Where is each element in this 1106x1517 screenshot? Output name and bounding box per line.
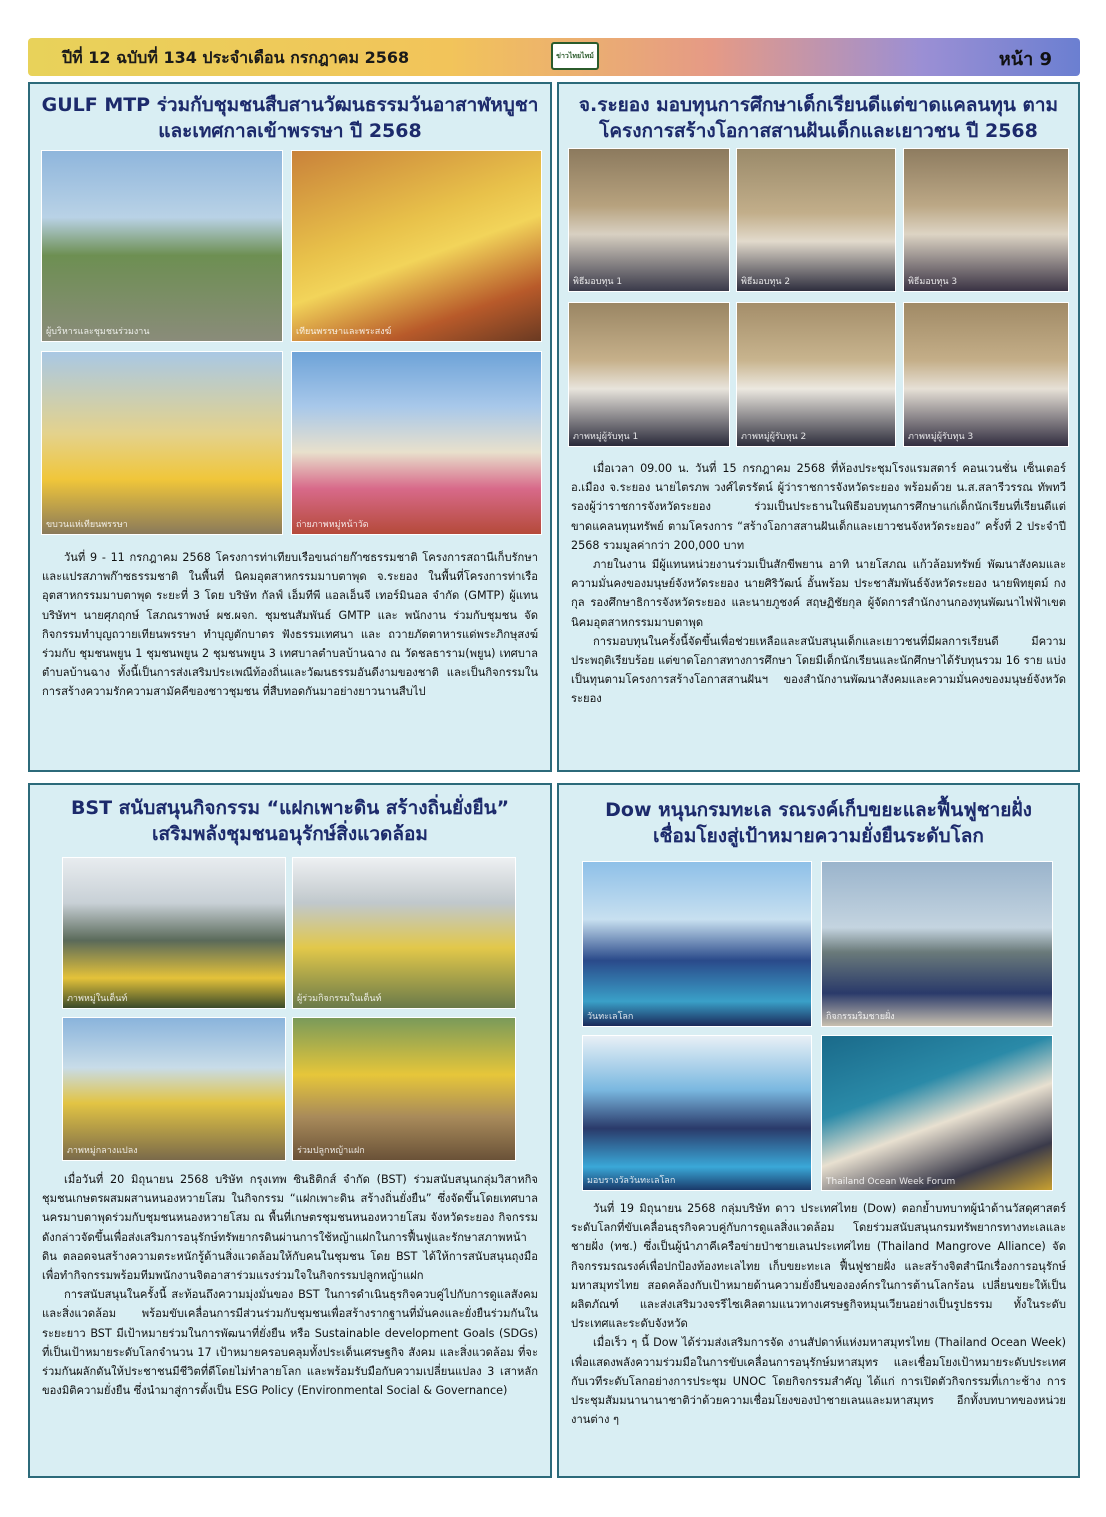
photo-caption: กิจกรรมริมชายฝั่ง [826, 1012, 895, 1022]
paragraph: เมื่อวันที่ 20 มิถุนายน 2568 บริษัท กรุงเทพ ซินธิติกส์ จำกัด (BST) ร่วมสนับสนุนกลุ่มวิสาหกิจชุมชนเกษตรผสมผสานหนองหวายโสม ในกิจกรรม “แฝกเพาะดิน สร้างถิ่นยั่งยืน” ซึ่งจัดขึ้นโดยเทศบาลนครมาบตาพุดร่วมกับชุมชนหนองหวายโสม ณ พื้นที่เกษตรชุมชนหนองหวายโสม จังหวัดระยอง กิจกรรมดังกล่าวจัดขึ้นเพื่อส่งเสริมการอนุรักษ์ทรัพยากรดินผ่านการใช้หญ้าแฝกในการฟื้นฟูและรักษาสภาพหน้าดิน ตลอดจนสร้างความตระหนักรู้ด้านสิ่งแวดล้อมให้กับคนในชุมชน โดย BST ได้ให้การสนับสนุนถุงมือเพื่อทำกิจกรรมพร้อมทีมพนักงานจิตอาสาร่วมแรงร่วมใจในกิจกรรมปลูกหญ้าแฝก [42, 1173, 538, 1283]
photo-caption: พิธีมอบทุน 2 [741, 277, 791, 287]
photo-caption: ร่วมปลูกหญ้าแฝก [297, 1146, 365, 1156]
article-body [42, 1170, 538, 1400]
title-line: เชื่อมโยงสู่เป้าหมายความยั่งยืนระดับโลก [653, 825, 984, 847]
photo [292, 857, 516, 1009]
photo [736, 148, 896, 292]
paragraph: ภายในงาน มีผู้แทนหน่วยงานร่วมเป็นสักขีพยาน อาทิ นายโสภณ แก้วล้อมทรัพย์ พัฒนาสังคมและความมั่นคงของมนุษย์จังหวัดระยอง นายศิริวัฒน์ อั้นพร้อม ประชาสัมพันธ์จังหวัดระยอง นายพิทยุตม์ กงกุล รองศึกษาธิการจังหวัดระยอง และนายภูชงค์ สฤษฏิชัยกุล ผู้จัดการสำนักงานกองทุนพัฒนาไฟฟ้าเขตนิคมอุตสาหกรรมมาบตาพุด [571, 558, 1066, 629]
article-body [571, 459, 1066, 709]
title-line: เสริมพลังชุมชนอนุรักษ์สิ่งแวดล้อม [152, 823, 428, 845]
photo [291, 351, 542, 535]
photo [903, 148, 1069, 292]
article-title [40, 795, 540, 847]
photo-caption: วันทะเลโลก [587, 1012, 634, 1022]
title-line: Dow หนุนกรมทะเล รณรงค์เก็บขยะและฟื้นฟูชายฝั่ง [605, 799, 1032, 821]
photo-caption: ถ่ายภาพหมู่หน้าวัด [296, 520, 369, 530]
article-title [569, 797, 1068, 849]
title-line: จ.ระยอง มอบทุนการศึกษาเด็กเรียนดีแต่ขาดแคลนทุน ตาม [578, 94, 1059, 116]
logo-text: ข่าวไทยไทม์ [556, 51, 594, 60]
paragraph: วันที่ 9 - 11 กรกฎาคม 2568 โครงการท่าเทียบเรือขนถ่ายก๊าซธรรมชาติ โครงการสถานีเก็บรักษาและแปรสภาพก๊าซธรรมชาติ ในพื้นที่ นิคมอุตสาหกรรมมาบตาพุด จ.ระยอง ในพื้นที่โครงการท่าเรืออุตสาหกรรมมาบตาพุด ระยะที่ 3 โดย บริษัท กัลฟ์ เอ็มทีพี แอลเอ็นจี เทอร์มินอล จำกัด (GMTP) ผู้แทนบริษัทฯ นายศุภฤกษ์ โสภณราพงษ์ ผช.ผจก. ชุมชนสัมพันธ์ GMTP และ พนักงาน ร่วมกับชุมชน จัดกิจกรรมทำบุญถวายเทียนพรรษา ทำบุญตักบาตร ฟังธรรมเทศนา และ ถวายภัตตาหารแด่พระภิกษุสงฆ์ ร่วมกับ ชุมชนพยูน 1 ชุมชนพยูน 2 ชุมชนพยูน 3 เทศบาลตำบลบ้านฉาง ณ วัดชลธาราม(พยูน) เทศบาลตำบลบ้านฉาง ทั้งนี้เป็นการส่งเสริมประเพณีท้องถิ่นและวัฒนธรรมอันดีงามของชาติ และเป็นกิจกรรมในการสร้างความรักความสามัคคีของชาวชุมชน ที่สืบทอดกันมาอย่างยาวนานสืบไป [42, 551, 538, 699]
photo-caption: พิธีมอบทุน 3 [908, 277, 958, 287]
paragraph: การมอบทุนในครั้งนี้จัดขึ้นเพื่อช่วยเหลือและสนับสนุนเด็กและเยาวชนที่มีผลการเรียนดี มีความประพฤติเรียบร้อย แต่ขาดโอกาสทางการศึกษา โดยมีเด็กนักเรียนและนักศึกษาได้รับทุนรวม 16 ราย แบ่งเป็นทุนตามโครงการสร้างโอกาสสานฝันฯ ของสำนักงานพัฒนาสังคมและความมั่นคงของมนุษย์จังหวัดระยอง [571, 634, 1066, 706]
title-line: และเทศกาลเข้าพรรษา ปี 2568 [158, 120, 422, 142]
photo-caption: ภาพหมู่ผู้รับทุน 2 [741, 432, 807, 442]
paragraph: การสนับสนุนในครั้งนี้ สะท้อนถึงความมุ่งมั่นของ BST ในการดำเนินธุรกิจควบคู่ไปกับการดูแลสังคมและสิ่งแวดล้อม พร้อมขับเคลื่อนการมีส่วนร่วมกับชุมชนเพื่อสร้างรากฐานที่มั่นคงและยั่งยืนร่วมกันในระยะยาว BST มีเป้าหมายร่วมในการพัฒนาที่ยั่งยืน หรือ Sustainable development Goals (SDGs) ที่เป็นเป้าหมายระดับโลกจำนวน 17 เป้าหมายครอบคลุมทั้งประเด็นเศรษฐกิจ สังคม และสิ่งแวดล้อม ที่จะร่วมกันผลักดันให้ประชาชนมีชีวิตที่ดีโดยไม่ทำลายโลก และพร้อมรับมือกับความเปลี่ยนแปลง 3 เสาหลัก ของมิติความยั่งยืน ซึ่งนำมาสู่การตั้งเป็น ESG Policy (Environmental Social & Governance) [42, 1288, 538, 1398]
photo [736, 302, 896, 447]
photo [568, 302, 730, 447]
photo-caption: ภาพหมู่ผู้รับทุน 1 [573, 432, 639, 442]
paragraph: เมื่อเร็ว ๆ นี้ Dow ได้ร่วมส่งเสริมการจัด งานสัปดาห์แห่งมหาสมุทรไทย (Thailand Ocean Week) เพื่อแสดงพลังความร่วมมือในการขับเคลื่อนการอนุรักษ์มหาสมุทร และเชื่อมโยงเป้าหมายระดับประเทศกับเวทีระดับโลกอย่างการประชุม UNOC โดยกิจกรรมสำคัญ ได้แก่ การเปิดตัวกิจกรรมที่เกาะช้าง การประชุมสัมมนานานาชาติว่าด้วยความเชื่อมโยงของป่าชายเลนและมหาสมุทร อีกทั้งบทบาทของหน่วยงานต่าง ๆ [571, 1336, 1066, 1427]
page-number: หน้า 9 [998, 49, 1052, 70]
issue-info: ปีที่ 12 ฉบับที่ 134 ประจำเดือน กรกฎาคม 2568 [62, 48, 410, 67]
photo [903, 302, 1069, 447]
photo-caption: ภาพหมู่ผู้รับทุน 3 [908, 432, 974, 442]
photo-caption: มอบรางวัลวันทะเลโลก [587, 1176, 676, 1186]
photo-caption: เทียนพรรษาและพระสงฆ์ [296, 327, 392, 337]
article-body [571, 1199, 1066, 1429]
paragraph: วันที่ 19 มิถุนายน 2568 กลุ่มบริษัท ดาว ประเทศไทย (Dow) ตอกย้ำบทบาทผู้นำด้านวัสดุศาสตร์ระดับโลกที่ขับเคลื่อนธุรกิจควบคู่กับการดูแลสิ่งแวดล้อม โดยร่วมสนับสนุนกรมทรัพยากรทางทะเลและชายฝั่ง (ทช.) ซึ่งเป็นผู้นำภาคีเครือข่ายป่าชายเลนประเทศไทย (Thailand Mangrove Alliance) จัดกิจกรรมรณรงค์เพื่อปกป้องท้องทะเลไทย เก็บขยะทะเล ฟื้นฟูชายฝั่ง และสร้างจิตสำนึกเรื่องการอนุรักษ์มหาสมุทรไทย สอดคล้องกับเป้าหมายด้านความยั่งยืนขององค์กรในการต้านโลกร้อน เปลี่ยนขยะให้เป็นผลิตภัณฑ์ และส่งเสริมวงจรรีไซเคิลตามแนวทางเศรษฐกิจหมุนเวียนอย่างเป็นรูปธรรม ทั้งในระดับประเทศและระดับจังหวัด [571, 1202, 1066, 1331]
article-title [569, 92, 1068, 144]
photo [821, 861, 1053, 1027]
photo-caption: ภาพหมู่กลางแปลง [67, 1146, 138, 1156]
photo [568, 148, 730, 292]
photo [292, 1017, 516, 1161]
photo-caption: ภาพหมู่ในเต็นท์ [67, 994, 128, 1004]
photo [62, 857, 286, 1009]
article-gulf [28, 82, 552, 772]
article-dow [557, 783, 1080, 1478]
title-line: GULF MTP ร่วมกับชุมชนสืบสานวัฒนธรรมวันอาสาฬหบูชา [41, 94, 539, 116]
photo [41, 150, 283, 342]
photo-caption: ผู้ร่วมกิจกรรมในเต็นท์ [297, 994, 382, 1004]
photo-caption: พิธีมอบทุน 1 [573, 277, 623, 287]
photo [62, 1017, 286, 1161]
newspaper-logo [551, 42, 599, 70]
photo [582, 1035, 812, 1191]
paragraph: เมื่อเวลา 09.00 น. วันที่ 15 กรกฎาคม 2568 ที่ห้องประชุมโรงแรมสตาร์ คอนเวนชั่น เซ็นเตอร์ อ.เมือง จ.ระยอง นายไตรภพ วงศ์ไตรรัตน์ ผู้ว่าราชการจังหวัดระยอง พร้อมด้วย น.ส.สลารีวรรณ ทัพทวี รองผู้ว่าราชการจังหวัดระยอง ร่วมเป็นประธานในพิธีมอบทุนการศึกษาแก่เด็กนักเรียนที่เรียนดีแต่ขาดแคลนทุนทรัพย์ ตามโครงการ “สร้างโอกาสสานฝันเด็กและเยาวชนจังหวัดระยอง” ครั้งที่ 2 ประจำปี 2568 รวมมูลค่ากว่า 200,000 บาท [571, 462, 1066, 552]
article-title [40, 92, 540, 144]
article-rayong-scholarship [557, 82, 1080, 772]
title-line: BST สนับสนุนกิจกรรม “แฝกเพาะดิน สร้างถิ่นยั่งยืน” [70, 797, 510, 819]
article-bst [28, 783, 552, 1478]
photo [41, 351, 283, 535]
page-header [28, 38, 1080, 76]
photo [582, 861, 812, 1027]
article-body [42, 548, 538, 702]
photo-caption: ขบวนแห่เทียนพรรษา [46, 520, 128, 530]
photo [821, 1035, 1053, 1191]
title-line: โครงการสร้างโอกาสสานฝันเด็กและเยาวชน ปี 2568 [599, 120, 1038, 142]
photo-caption: ผู้บริหารและชุมชนร่วมงาน [46, 327, 150, 337]
photo [291, 150, 542, 342]
photo-caption: Thailand Ocean Week Forum [826, 1177, 956, 1187]
